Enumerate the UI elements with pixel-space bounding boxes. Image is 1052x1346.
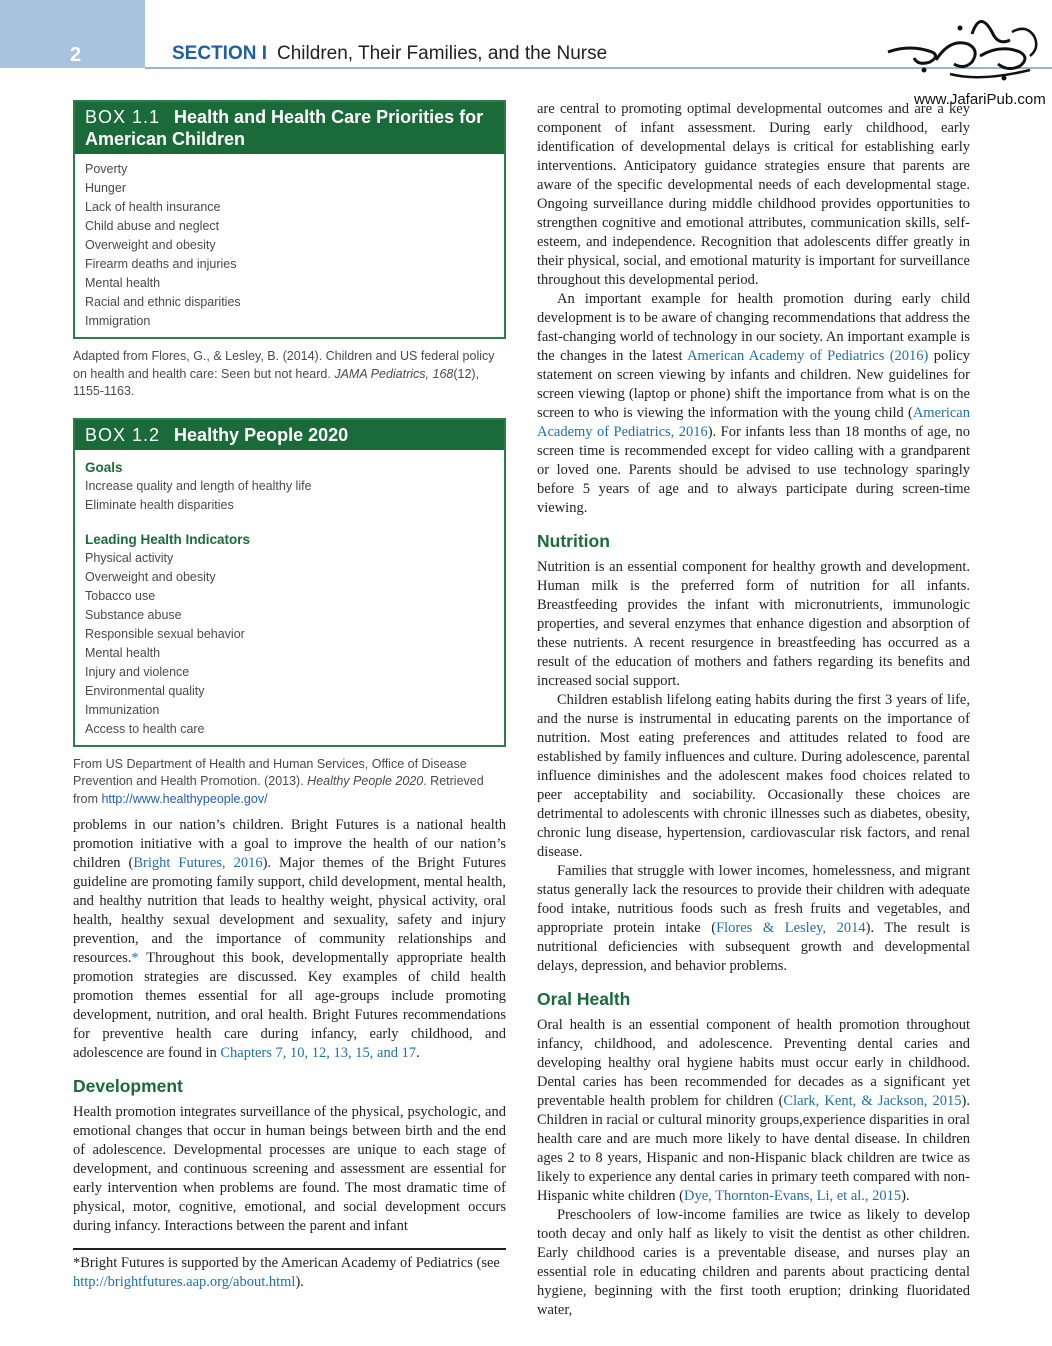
indicator-item: Overweight and obesity: [85, 569, 216, 584]
box-1-1-item: Firearm deaths and injuries: [85, 257, 237, 271]
box-1-2-source-retrieved: . Retrieved from: [73, 774, 484, 806]
goals-heading: Goals: [85, 459, 123, 475]
paragraph-text: Throughout this book, developmentally appropriate health promotion strategies are discussed. Key examples of child health promotion themes essential for all age-groups include promoting development, nutrition, and oral health. Bright Futures recommendations for preventive health care during infancy, early childhood, and adolescence are found in: [73, 950, 506, 1061]
paragraph-text: Oral health is an essential component of health promotion throughout infancy, childhood, and adolescence. Preventing dental caries and developing healthy oral hygiene habits must occur early in childhood. Dental caries has been recommended for decades as a significant yet preventable health problem for children (: [537, 1017, 970, 1109]
low-income-paragraph: [537, 862, 970, 976]
chapters-link[interactable]: Chapters 7, 10, 12, 13, 15, and 17: [220, 1045, 417, 1061]
development-paragraph: Health promotion integrates surveillance of the physical, psychologic, and emotional changes that occur in human beings between birth and the end of adolescence. Developmental processes are unique to each stage of development, and continuous screening and assessment are essential for early intervention when problems are found. The most dramatic time of physical, motor, cognitive, emotional, and social development occurs during infancy. Interactions between the parent and infant: [73, 1104, 506, 1234]
indicator-item: Physical activity: [85, 550, 174, 565]
box-1-1-item: Child abuse and neglect: [85, 219, 220, 233]
bright-futures-url-link[interactable]: http://brightfutures.aap.org/about.html: [73, 1274, 296, 1290]
box-1-2: [73, 418, 506, 747]
development-continued-paragraph: are central to promoting optimal developmental outcomes and are a key component of infant assessment. During early childhood, early identification of developmental delays is critical for establishing early interventions. Anticipatory guidance strategies ensure that parents are aware of the specific developmental needs of each developmental stage. Ongoing surveillance during middle childhood provides opportunities to strengthen cognitive and emotional attributes, communication skills, self-esteem, and independence. Recognition that adolescents differ greatly in their physical, social, and emotional maturity is important for surveillance throughout this developmental period.: [537, 101, 970, 288]
indicator-item: Environmental quality: [85, 683, 205, 698]
indicator-item: Immunization: [85, 702, 160, 717]
footnote-rule: [73, 1248, 506, 1250]
nutrition-heading: Nutrition: [537, 531, 610, 551]
paragraph-text: ). For infants less than 18 months of age, no screen time is recommended except for video calling with a grandparent or loved one. Parents should be advised to use technology sparingly before 5 years of age and to always participate during screen-time viewing.: [537, 424, 970, 516]
paragraph-text: ). The result is nutritional deficiencies with subsequent growth and developmental delays, depression, and behavior problems.: [537, 920, 970, 974]
nutrition-paragraph: Nutrition is an essential component for healthy growth and development. Human milk is the preferred form of nutrition for all infants. Breastfeeding provides the infant with micronutrients, immunologic properties, and several enzymes that enhance digestion and absorption of these nutrients. A recent resurgence in breastfeeding has occurred as a result of the education of mothers and fathers regarding its benefits and increased social support.: [537, 559, 970, 689]
indicator-item: Access to health care: [85, 721, 205, 736]
watermark-url: www.JafariPub.com: [914, 91, 1046, 108]
running-header: [172, 43, 607, 65]
box-1-1-item: Hunger: [85, 181, 126, 195]
healthypeople-link[interactable]: http://www.healthypeople.gov/: [101, 791, 268, 806]
box-1-1-source: [73, 348, 506, 401]
box-1-1-item: Lack of health insurance: [85, 200, 221, 214]
box-1-1: [73, 100, 506, 339]
page-number-tab: [0, 0, 145, 68]
box-1-1-item: Poverty: [85, 162, 128, 176]
box-1-1-title: Health and Health Care Priorities for American Children: [85, 107, 484, 149]
bright-futures-paragraph: [73, 816, 506, 1063]
footnote-text-end: ).: [295, 1274, 304, 1290]
indicator-item: Responsible sexual behavior: [85, 626, 245, 641]
citation-link[interactable]: Dye, Thornton-Evans, Li, et al., 2015: [683, 1188, 902, 1204]
indicator-item: Substance abuse: [85, 607, 182, 622]
box-1-1-header: [75, 102, 504, 154]
paragraph-text: problems in our nation’s children. Bright Futures is a national health promotion initiative with a goal to improve the health of our nation’s children (: [73, 817, 506, 871]
footnote-marker[interactable]: *: [131, 950, 139, 966]
box-1-1-list: [75, 154, 504, 337]
page-number: 2: [70, 44, 82, 66]
box-1-1-number: BOX 1.1: [85, 107, 161, 127]
footnote-text: *Bright Futures is supported by the American Academy of Pediatrics (see: [73, 1255, 500, 1271]
citation-link[interactable]: American Academy of Pediatrics (2016): [687, 348, 929, 364]
calligraphy-logo-icon: [880, 4, 1050, 94]
paragraph-text: .: [416, 1045, 420, 1061]
goal-item: Eliminate health disparities: [85, 497, 234, 512]
box-1-2-header: [75, 420, 504, 450]
citation-link[interactable]: Clark, Kent, & Jackson, 2015: [783, 1093, 962, 1109]
box-1-2-source-text: From US Department of Health and Human Services, Office of Disease Prevention and Health Promotion. (2013).: [73, 756, 467, 788]
publisher-watermark: [880, 4, 1050, 108]
paragraph-text: ).: [901, 1188, 910, 1204]
box-1-1-item: Immigration: [85, 314, 151, 328]
box-1-2-body: [75, 450, 504, 745]
box-1-2-title: Healthy People 2020: [174, 424, 349, 445]
right-column: [537, 100, 970, 1320]
box-1-2-source: [73, 756, 506, 809]
box-1-1-item: Mental health: [85, 276, 161, 290]
box-1-2-source-title: Healthy People 2020: [307, 774, 424, 788]
box-1-1-item: Racial and ethnic disparities: [85, 295, 241, 309]
box-1-1-source-pages: (12), 1155-1163.: [73, 366, 480, 398]
indicators-heading: Leading Health Indicators: [85, 531, 251, 547]
left-column: [73, 100, 506, 1236]
box-1-1-source-text: Adapted from Flores, G., & Lesley, B. (2014). Children and US federal policy on health and health care: Seen but not heard.: [73, 349, 495, 381]
indicator-item: Mental health: [85, 645, 161, 660]
paragraph-text: policy statement on screen viewing by infants and children. New guidelines for screen viewing (laptop or phone) shift the importance from what is on the screen to who is viewing the information with the young child (: [537, 348, 970, 421]
paragraph-text: Families that struggle with lower incomes, homelessness, and migrant status generally lack the resources to provide their children with adequate food intake, nutritious foods such as fresh fruits and vegetables, and appropriate protein intake (: [537, 863, 970, 936]
paragraph-text: An important example for health promotion during early child development is to be aware of changing recommendations that address the fast-changing world of technology in our society. An important example is the changes in the latest: [537, 291, 970, 364]
oral-health-paragraph: [537, 1016, 970, 1206]
indicator-item: Injury and violence: [85, 664, 190, 679]
screen-time-paragraph: [537, 290, 970, 518]
goal-item: Increase quality and length of healthy life: [85, 478, 312, 493]
development-heading: Development: [73, 1076, 183, 1096]
box-1-2-number: BOX 1.2: [85, 424, 161, 445]
section-title: Children, Their Families, and the Nurse: [277, 43, 608, 64]
citation-link[interactable]: Flores & Lesley, 2014: [716, 920, 866, 936]
box-1-1-item: Overweight and obesity: [85, 238, 216, 252]
oral-health-heading: Oral Health: [537, 989, 631, 1009]
paragraph-text: ). Major themes of the Bright Futures guideline are promoting family support, child development, mental health, and healthy nutrition that leads to healthy weight, physical activity, oral health, healthy sexual development and sexuality, safety and injury prevention, and the importance of community relationships and resources.: [73, 855, 506, 966]
indicator-item: Tobacco use: [85, 588, 156, 603]
footnote: [73, 1254, 506, 1292]
preschoolers-paragraph: Preschoolers of low-income families are twice as likely to develop tooth decay and only half as likely to visit the dentist as other children. Early childhood caries is a preventable disease, and nurses play an essential role in educating children and parents about practicing dental hygiene, beginning with the first tooth eruption; drinking fluoridated water,: [537, 1207, 970, 1318]
citation-link[interactable]: American Academy of Pediatrics, 2016: [537, 405, 970, 440]
section-label: SECTION I: [172, 43, 268, 64]
paragraph-text: ). Children in racial or cultural minority groups,experience disparities in oral health care and are much more likely to have dental disease. In children ages 2 to 8 years, Hispanic and non-Hispanic black children are twice as likely to experience any dental caries in primary teeth compared with non-Hispanic white children (: [537, 1093, 970, 1204]
eating-habits-paragraph: Children establish lifelong eating habits during the first 3 years of life, and the nurse is instrumental in educating parents on the importance of nutrition. Most eating preferences and attitudes related to food are established by family influences and culture. During adolescence, parental influence diminishes and the adolescent makes food choices related to peer acceptability and sociability. Occasionally these choices are detrimental to adolescents with chronic illnesses such as diabetes, obesity, chronic lung disease, hypertension, cardiovascular risk factors, and renal disease.: [537, 692, 970, 860]
box-1-1-source-journal: JAMA Pediatrics, 168: [334, 366, 454, 381]
citation-link[interactable]: Bright Futures, 2016: [133, 855, 263, 871]
